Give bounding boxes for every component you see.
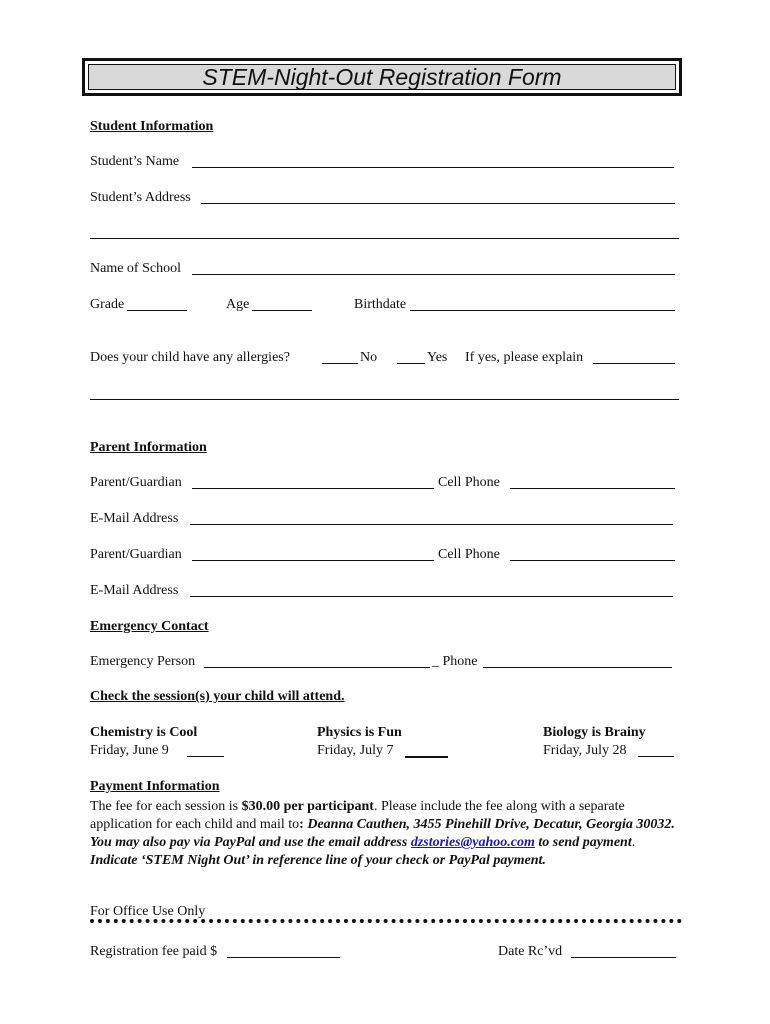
emergency-person-label: Emergency Person xyxy=(90,654,196,669)
fee-paid-field[interactable] xyxy=(227,957,340,958)
payment-fee: $30.00 per participant xyxy=(241,799,374,814)
guardian-label-1: Parent/Guardian xyxy=(90,475,182,490)
emergency-contact-heading: Emergency Contact xyxy=(90,619,209,634)
grade-field[interactable] xyxy=(127,310,187,311)
payment-paragraph xyxy=(90,798,680,870)
cell-phone-label-2: Cell Phone xyxy=(438,547,500,562)
office-use-divider xyxy=(90,919,682,923)
session-3-name: Biology is Brainy xyxy=(543,725,646,740)
session-3-check-field[interactable] xyxy=(638,756,674,757)
payment-text-3: to send payment xyxy=(534,835,632,850)
session-3-date: Friday, July 28 xyxy=(543,743,627,758)
date-received-field[interactable] xyxy=(571,957,676,958)
fee-paid-label: Registration fee paid $ xyxy=(90,944,218,959)
session-1-name: Chemistry is Cool xyxy=(90,725,198,740)
session-2-check-field[interactable] xyxy=(405,756,448,758)
payment-email-link[interactable]: dzstories@yahoo.com xyxy=(410,835,535,850)
session-2-date: Friday, July 7 xyxy=(317,743,394,758)
allergies-explain-field[interactable] xyxy=(593,363,675,364)
allergies-no-field[interactable] xyxy=(322,363,358,364)
cell-phone-label-1: Cell Phone xyxy=(438,475,500,490)
allergies-no-label: No xyxy=(360,350,378,365)
guardian-field-2[interactable] xyxy=(192,560,434,561)
allergies-explain-field-line2[interactable] xyxy=(90,399,679,400)
payment-colon: : xyxy=(299,817,308,832)
student-address-field-line2[interactable] xyxy=(90,238,679,239)
student-name-field[interactable] xyxy=(192,167,674,168)
payment-period: . xyxy=(631,835,636,850)
cell-phone-field-2[interactable] xyxy=(510,560,675,561)
age-field[interactable] xyxy=(252,310,312,311)
date-received-label: Date Rc’vd xyxy=(498,944,563,959)
birthdate-field[interactable] xyxy=(410,310,675,311)
allergies-yes-label: Yes xyxy=(427,350,448,365)
payment-mail-info: Deanna Cauthen, 3455 Pinehill Drive, Decatur, Georgia 30032. You may also pay via PayPal and use the email address xyxy=(90,817,675,850)
guardian-field-1[interactable] xyxy=(192,488,434,489)
email-field-2[interactable] xyxy=(190,596,673,597)
office-use-label: For Office Use Only xyxy=(90,904,206,919)
student-name-label: Student’s Name xyxy=(90,154,180,169)
form-title-box xyxy=(82,58,682,96)
allergies-question: Does your child have any allergies? xyxy=(90,350,290,365)
payment-text-4: Indicate ‘STEM Night Out’ in reference line of your check or PayPal payment. xyxy=(90,853,546,868)
emergency-phone-field[interactable] xyxy=(483,667,672,668)
session-1-date: Friday, June 9 xyxy=(90,743,169,758)
age-label: Age xyxy=(226,297,250,312)
emergency-phone-label: _ Phone xyxy=(432,654,478,669)
email-label-1: E-Mail Address xyxy=(90,511,179,526)
form-title: STEM-Night-Out Registration Form xyxy=(202,63,562,90)
cell-phone-field-1[interactable] xyxy=(510,488,675,489)
allergies-yes-field[interactable] xyxy=(397,363,425,364)
emergency-person-field[interactable] xyxy=(204,667,430,668)
guardian-label-2: Parent/Guardian xyxy=(90,547,182,562)
student-address-field[interactable] xyxy=(201,203,675,204)
birthdate-label: Birthdate xyxy=(354,297,407,312)
form-title-fill xyxy=(88,64,676,90)
payment-text-2: . Please include the fee along with a separate application for each child and mail to xyxy=(90,799,625,832)
school-name-field[interactable] xyxy=(192,274,675,275)
sessions-heading: Check the session(s) your child will attend. xyxy=(90,689,345,704)
payment-text-1: The fee for each session is xyxy=(90,799,242,814)
allergies-explain-label: If yes, please explain xyxy=(465,350,584,365)
payment-info-heading: Payment Information xyxy=(90,779,220,794)
session-2-name: Physics is Fun xyxy=(317,725,402,740)
student-info-heading: Student Information xyxy=(90,119,214,134)
parent-info-heading: Parent Information xyxy=(90,440,207,455)
email-field-1[interactable] xyxy=(190,524,673,525)
grade-label: Grade xyxy=(90,297,125,312)
email-label-2: E-Mail Address xyxy=(90,583,179,598)
session-1-check-field[interactable] xyxy=(187,756,224,757)
student-address-label: Student’s Address xyxy=(90,190,191,205)
school-name-label: Name of School xyxy=(90,261,181,276)
